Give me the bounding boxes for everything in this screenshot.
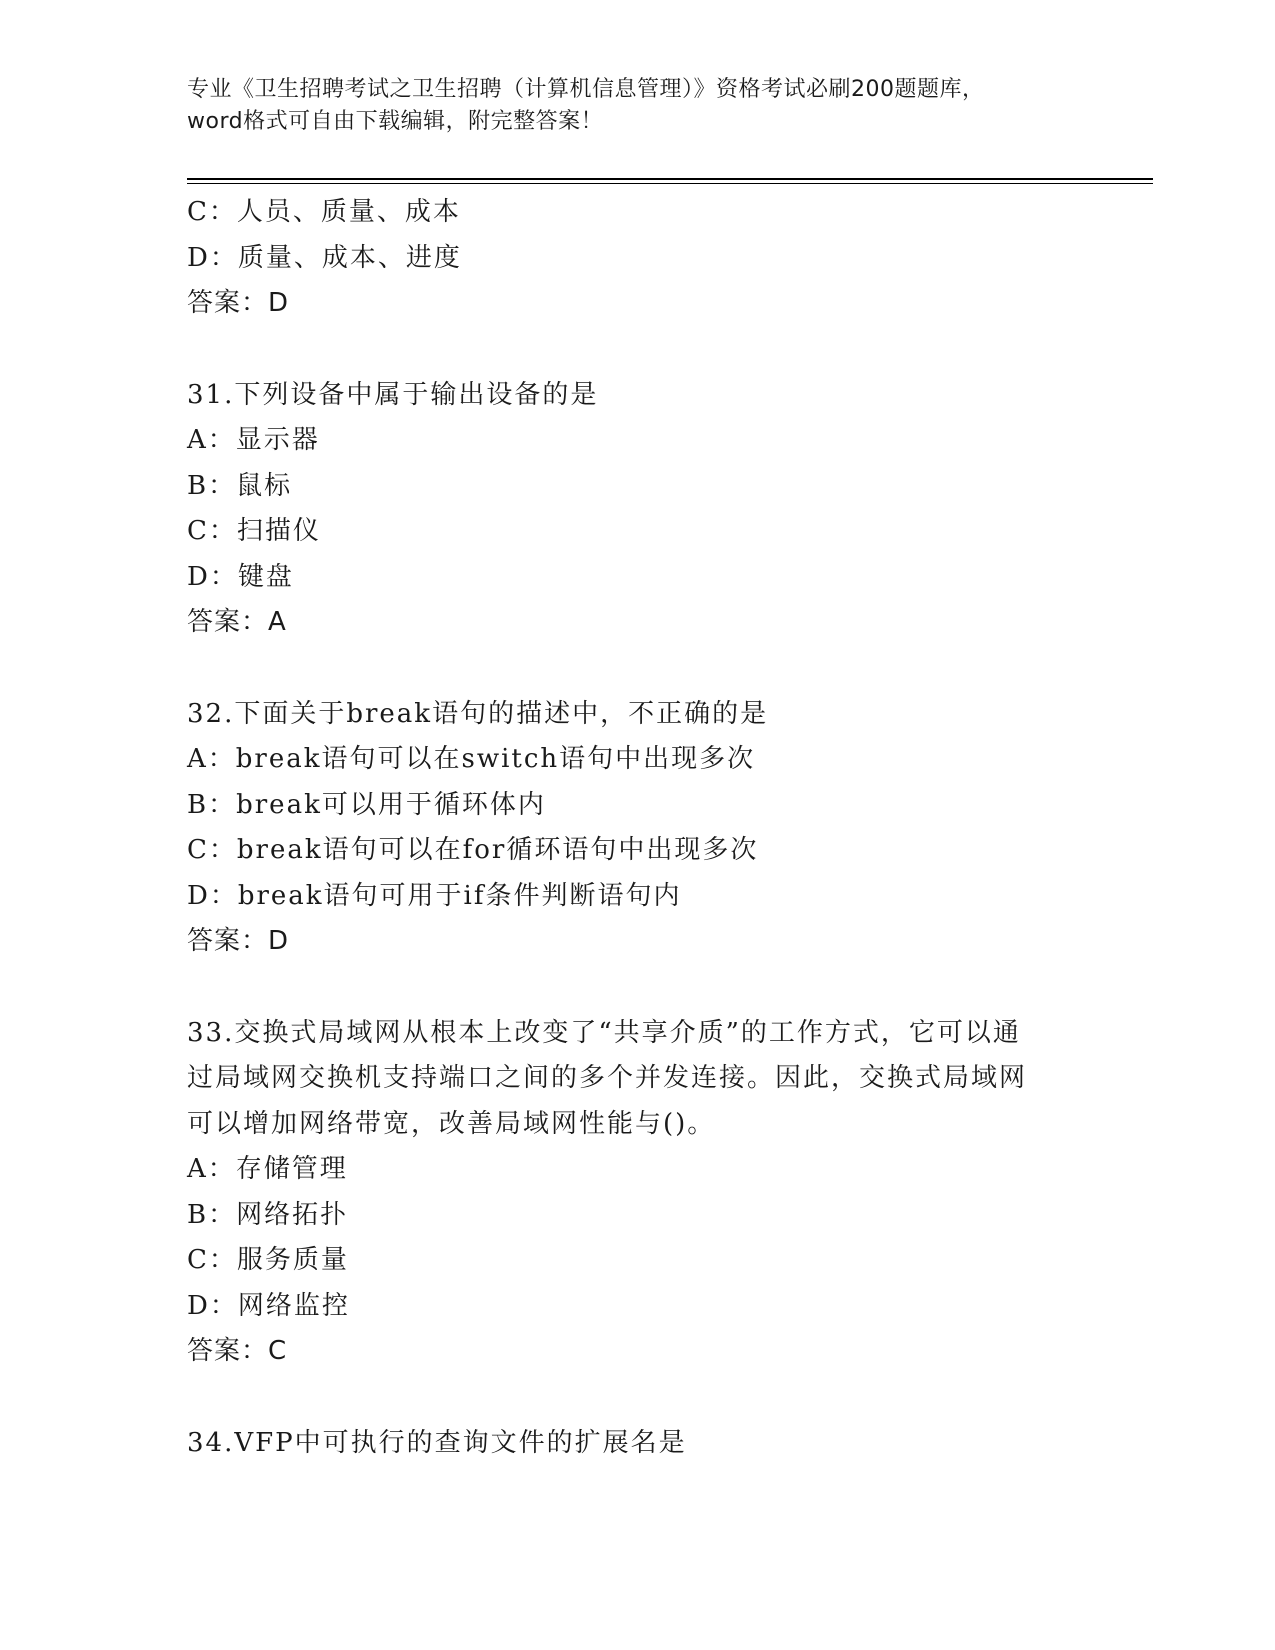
q32-option-b: B：break可以用于循环体内 [187,789,546,820]
header-rule-thin [187,183,1153,184]
q30-option-d: D：质量、成本、进度 [187,242,462,273]
question-31 [187,373,1067,646]
q30-option-c: C：人员、质量、成本 [187,197,461,227]
q33-option-a: A：存储管理 [187,1154,348,1184]
q31-option-b: B：鼠标 [187,470,293,501]
q33-option-b: B：网络拓扑 [187,1199,349,1230]
question-33 [187,1011,1067,1375]
q32-option-c: C：break语句可以在for循环语句中出现多次 [187,835,759,865]
q31-option-a: A：显示器 [187,425,320,455]
q31-stem: 31.下列设备中属于输出设备的是 [187,379,599,410]
spacer [187,646,1067,692]
q31-answer: 答案：A [187,607,287,637]
q33-answer: 答案：C [187,1336,288,1366]
document-header [187,74,1087,138]
question-34 [187,1421,1067,1467]
q32-answer: 答案：D [187,926,290,956]
q33-stem-line-1: 33.交换式局域网从根本上改变了“共享介质”的工作方式，它可以通 [187,1017,1021,1048]
q30-answer: 答案：D [187,288,290,318]
header-line-2: word格式可自由下载编辑，附完整答案！ [187,109,604,134]
q31-option-c: C：扫描仪 [187,516,321,546]
spacer [187,1375,1067,1421]
header-line-1: 专业《卫生招聘考试之卫生招聘（计算机信息管理）》资格考试必刷200题题库， [187,77,985,102]
q32-option-a: A：break语句可以在switch语句中出现多次 [187,744,756,774]
q33-stem-line-3: 可以增加网络带宽，改善局域网性能与()。 [187,1108,716,1139]
document-body [187,190,1067,1466]
header-rule-thick [187,178,1153,180]
q31-option-d: D：键盘 [187,561,294,592]
q33-stem-line-2: 过局域网交换机支持端口之间的多个并发连接。因此，交换式局域网 [187,1063,1028,1093]
spacer [187,965,1067,1011]
q33-option-c: C：服务质量 [187,1245,349,1275]
question-30-partial [187,190,1067,327]
q32-stem: 32.下面关于break语句的描述中，不正确的是 [187,698,769,729]
q32-option-d: D：break语句可用于if条件判断语句内 [187,880,682,911]
spacer [187,327,1067,373]
q33-option-d: D：网络监控 [187,1290,350,1321]
question-32 [187,692,1067,965]
q34-stem: 34.VFP中可执行的查询文件的扩展名是 [187,1427,687,1458]
